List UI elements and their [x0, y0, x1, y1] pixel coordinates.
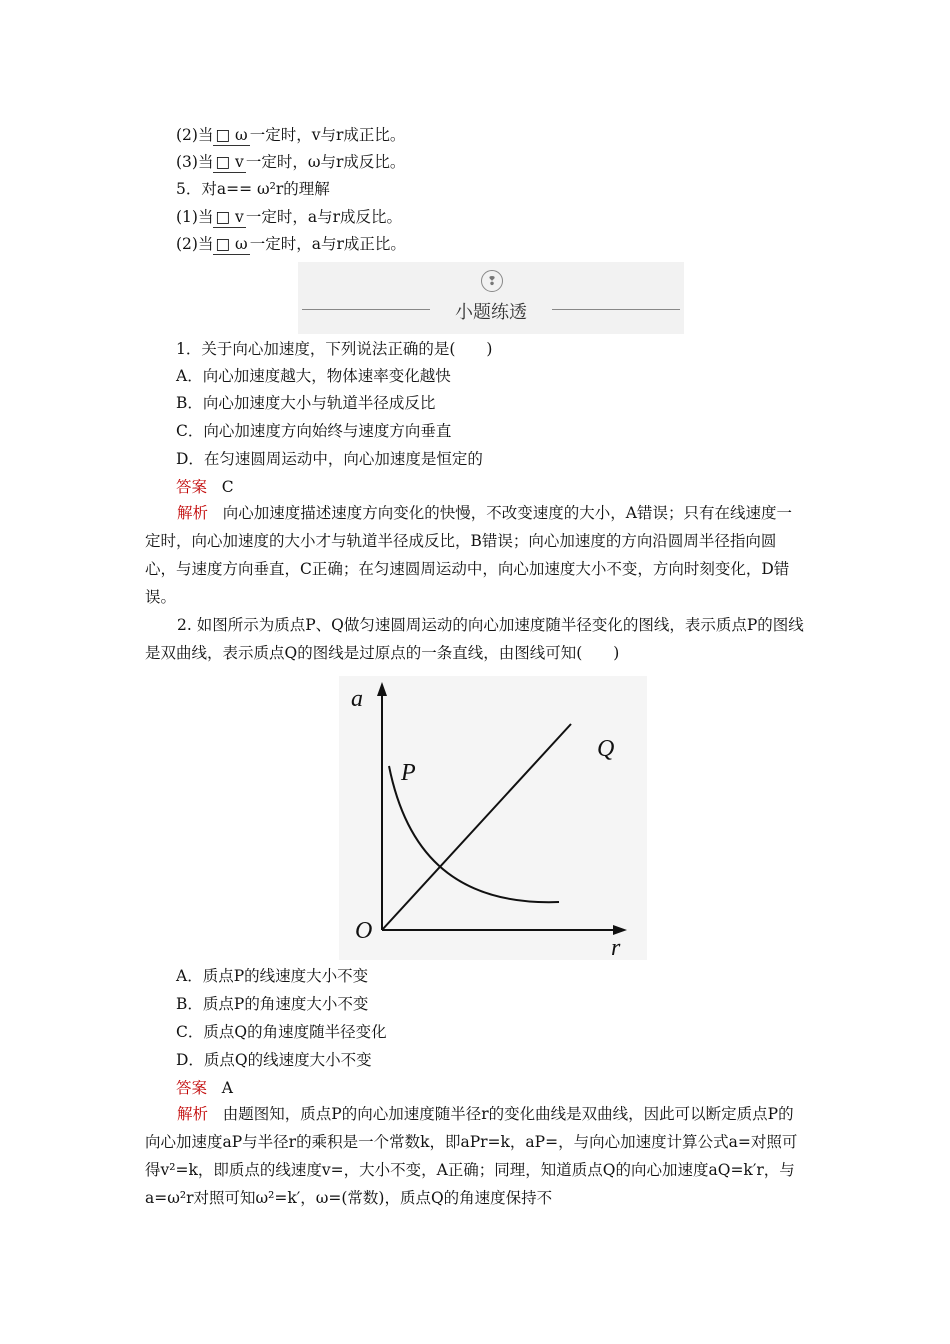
lightbulb-icon: ❢	[481, 270, 503, 292]
q1-stem: 1．关于向心加速度，下列说法正确的是( )	[176, 340, 493, 358]
item-text: 一定时，ω与r成反比。	[245, 153, 406, 171]
q2-stem: 2. 如图所示为质点P、Q做匀速圆周运动的向心加速度随半径变化的图线，表示质点P的图线是双曲线，表示质点Q的图线是过原点的一条直线，由图线可知( )	[145, 616, 804, 662]
answer-value: C	[221, 478, 234, 496]
blank-box: □ v	[215, 153, 244, 171]
q2-option-c: C．质点Q的角速度随半径变化	[176, 1023, 387, 1041]
item-number: 5．	[176, 180, 202, 198]
item-number: (1)	[176, 208, 198, 226]
item-3-v	[176, 152, 405, 173]
x-axis-label: r	[611, 935, 621, 960]
q2-analysis	[145, 1100, 807, 1212]
y-axis-label: a	[351, 686, 363, 712]
q1-answer	[176, 477, 234, 497]
item-number: (3)	[176, 153, 198, 171]
item-text: 一定时，a与r成反比。	[245, 208, 402, 226]
item-number: (2)	[176, 126, 198, 144]
item-prefix: 当	[197, 235, 214, 253]
item-5-heading	[176, 179, 330, 199]
curve-p	[389, 766, 559, 902]
blank-box: □ ω	[215, 235, 248, 253]
banner-title: 小题练透	[455, 302, 527, 323]
q1-analysis	[145, 499, 807, 611]
item-5-sub-2	[176, 234, 406, 255]
blank-box: □ v	[215, 208, 244, 226]
origin-label: O	[355, 918, 373, 944]
q1-option-b: B．向心加速度大小与轨道半径成反比	[176, 394, 436, 412]
answer-label: 答案	[176, 1079, 208, 1097]
analysis-text: 向心加速度描述速度方向变化的快慢，不改变速度的大小，A错误；只有在线速度一定时，向心加速度的大小才与轨道半径成反比，B错误；向心加速度的方向沿圆周半径指向圆心，与速度方向垂直，C正确；在匀速圆周运动中，向心加速度大小不变，方向时刻变化，D错误。	[145, 504, 792, 606]
q1-option-a: A．向心加速度越大，物体速率变化越快	[176, 367, 451, 385]
banner-rule-right	[552, 309, 680, 310]
item-text: 对a== ω²r的理解	[201, 180, 330, 198]
section-banner	[298, 262, 684, 334]
blank-box: □ ω	[215, 126, 248, 144]
line-q-label: Q	[597, 736, 615, 762]
item-prefix: 当	[197, 126, 214, 144]
graph-svg	[339, 676, 647, 960]
x-axis-arrow	[613, 925, 627, 935]
item-5-sub-1	[176, 207, 402, 228]
q2-answer	[176, 1078, 233, 1098]
q2-option-a: A．质点P的线速度大小不变	[176, 967, 369, 985]
item-number: (2)	[176, 235, 198, 253]
item-text: 一定时，a与r成正比。	[249, 235, 406, 253]
item-prefix: 当	[197, 208, 214, 226]
q1-option-c: C．向心加速度方向始终与速度方向垂直	[176, 422, 452, 440]
q2-option-b: B．质点P的角速度大小不变	[176, 995, 369, 1013]
q1-option-d: D．在匀速圆周运动中，向心加速度是恒定的	[176, 450, 483, 468]
analysis-label: 解析	[177, 1105, 209, 1123]
analysis-text: 由题图知，质点P的向心加速度随半径r的变化曲线是双曲线，因此可以断定质点P的向心加速度aP与半径r的乘积是一个常数k，即aPr=k，aP=，与向心加速度计算公式a=对照可得v²=k，即质点的线速度v=，大小不变，A正确；同理，知道质点Q的向心加速度aQ=k′r，与a=ω²r对照可知ω²=k′，ω=(常数)，质点Q的角速度保持不	[145, 1105, 798, 1207]
item-text: 一定时，v与r成正比。	[249, 126, 406, 144]
q2-option-d: D．质点Q的线速度大小不变	[176, 1051, 372, 1069]
q2-figure	[339, 676, 647, 960]
curve-p-label: P	[401, 760, 416, 786]
answer-value: A	[221, 1079, 233, 1097]
item-prefix: 当	[197, 153, 214, 171]
answer-label: 答案	[176, 478, 208, 496]
analysis-label: 解析	[177, 504, 209, 522]
y-axis-arrow	[377, 682, 387, 696]
item-2-omega	[176, 125, 405, 146]
